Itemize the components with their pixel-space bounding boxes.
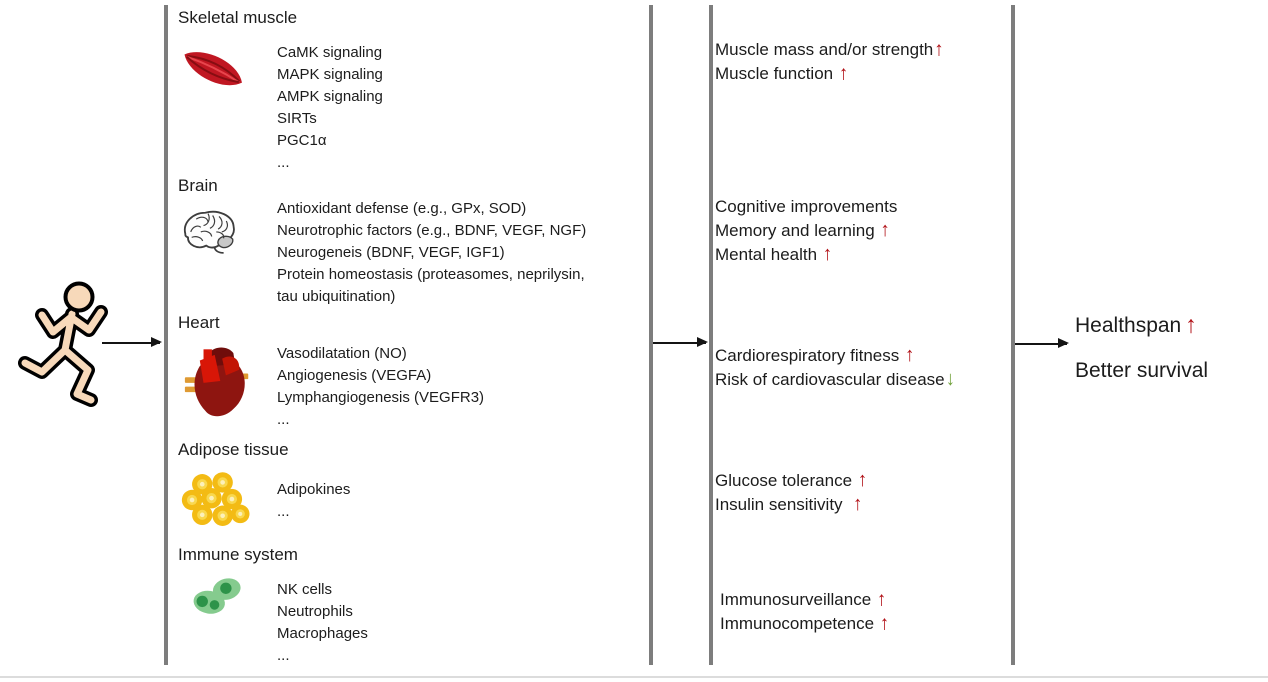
outcome-text: Mental health bbox=[715, 245, 822, 264]
up-arrow-icon: ↑ bbox=[876, 588, 887, 611]
organ-list-heart bbox=[277, 343, 484, 431]
outcome-text: Muscle function bbox=[715, 64, 838, 83]
up-arrow-icon: ↑ bbox=[857, 469, 868, 492]
list-item: CaMK signaling bbox=[277, 44, 383, 61]
outcome-text: Muscle mass and/or strength bbox=[715, 40, 934, 59]
up-arrow-icon: ↑ bbox=[853, 493, 863, 516]
arrow-outcomes-to-final bbox=[1015, 343, 1067, 345]
divider-bar-4 bbox=[1011, 5, 1015, 665]
list-item: Adipokines bbox=[277, 481, 351, 498]
up-arrow-icon: ↑ bbox=[822, 243, 833, 266]
organ-heading-adipose: Adipose tissue bbox=[178, 440, 289, 459]
list-item: Protein homeostasis (proteasomes, neprilysin, bbox=[277, 266, 585, 283]
outcome-text: Cognitive improvements bbox=[715, 197, 898, 216]
list-item: Macrophages bbox=[277, 625, 368, 642]
list-item: tau ubiquitination) bbox=[277, 288, 396, 305]
final-text: Better survival bbox=[1075, 359, 1209, 382]
down-arrow-icon: ↓ bbox=[945, 368, 956, 391]
list-item: ... bbox=[277, 154, 290, 171]
outcome-text: Immunosurveillance bbox=[720, 590, 876, 609]
final-outcomes bbox=[1075, 302, 1208, 393]
organ-heading-heart: Heart bbox=[178, 313, 220, 332]
list-item: ... bbox=[277, 503, 290, 520]
outcome-text: Insulin sensitivity bbox=[715, 495, 852, 514]
divider-bar-1 bbox=[164, 5, 168, 665]
adipose-cells-icon bbox=[180, 470, 256, 535]
outcome-group-muscle bbox=[715, 38, 944, 86]
up-arrow-icon: ↑ bbox=[879, 612, 890, 635]
list-item: NK cells bbox=[277, 581, 333, 598]
list-item: Vasodilatation (NO) bbox=[277, 345, 407, 362]
figure-bottom-border bbox=[0, 676, 1268, 678]
final-line-healthspan bbox=[1075, 302, 1208, 348]
divider-bar-3 bbox=[709, 5, 713, 665]
outcome-text: Cardiorespiratory fitness bbox=[715, 346, 904, 365]
running-person-icon bbox=[15, 278, 120, 416]
outcome-group-metabolic bbox=[715, 469, 867, 517]
organ-list-brain bbox=[277, 198, 586, 308]
organ-list-skeletal-muscle bbox=[277, 42, 383, 174]
outcome-group-immune bbox=[720, 588, 889, 636]
final-text: Healthspan bbox=[1075, 314, 1182, 337]
outcome-text: Risk of cardiovascular disease bbox=[715, 370, 945, 389]
up-arrow-icon: ↑ bbox=[838, 62, 849, 85]
list-item: SIRTs bbox=[277, 110, 317, 127]
muscle-icon bbox=[180, 42, 246, 101]
up-arrow-icon: ↑ bbox=[1185, 310, 1197, 338]
outcome-group-cardio bbox=[715, 344, 955, 392]
up-arrow-icon: ↑ bbox=[904, 344, 915, 367]
organ-heading-skeletal-muscle: Skeletal muscle bbox=[178, 8, 298, 27]
organ-list-adipose bbox=[277, 479, 350, 523]
organ-heading-immune: Immune system bbox=[178, 545, 298, 564]
outcome-group-brain bbox=[715, 195, 897, 267]
organ-heading-brain: Brain bbox=[178, 176, 218, 195]
list-item: MAPK signaling bbox=[277, 66, 383, 83]
list-item: Neurotrophic factors (e.g., BDNF, VEGF, NGF) bbox=[277, 222, 587, 239]
list-item: Neurogeneis (BDNF, VEGF, IGF1) bbox=[277, 244, 505, 261]
outcome-text: Memory and learning bbox=[715, 221, 880, 240]
list-item: ... bbox=[277, 647, 290, 664]
list-item: ... bbox=[277, 411, 290, 428]
heart-icon bbox=[181, 340, 254, 427]
list-item: Neutrophils bbox=[277, 603, 353, 620]
outcome-text: Glucose tolerance bbox=[715, 471, 857, 490]
divider-bar-2 bbox=[649, 5, 653, 665]
list-item: Lymphangiogenesis (VEGFR3) bbox=[277, 389, 485, 406]
up-arrow-icon: ↑ bbox=[934, 38, 944, 61]
arrow-runner-to-organs bbox=[102, 342, 160, 344]
up-arrow-icon: ↑ bbox=[880, 219, 890, 242]
outcome-text: Immunocompetence bbox=[720, 614, 879, 633]
list-item: PGC1α bbox=[277, 132, 327, 149]
organ-list-immune bbox=[277, 579, 368, 667]
brain-icon bbox=[178, 202, 240, 265]
list-item: Antioxidant defense (e.g., GPx, SOD) bbox=[277, 200, 527, 217]
final-line-survival bbox=[1075, 348, 1208, 393]
immune-cells-icon bbox=[190, 574, 246, 625]
list-item: AMPK signaling bbox=[277, 88, 383, 105]
list-item: Angiogenesis (VEGFA) bbox=[277, 367, 432, 384]
arrow-organs-to-outcomes bbox=[653, 342, 706, 344]
